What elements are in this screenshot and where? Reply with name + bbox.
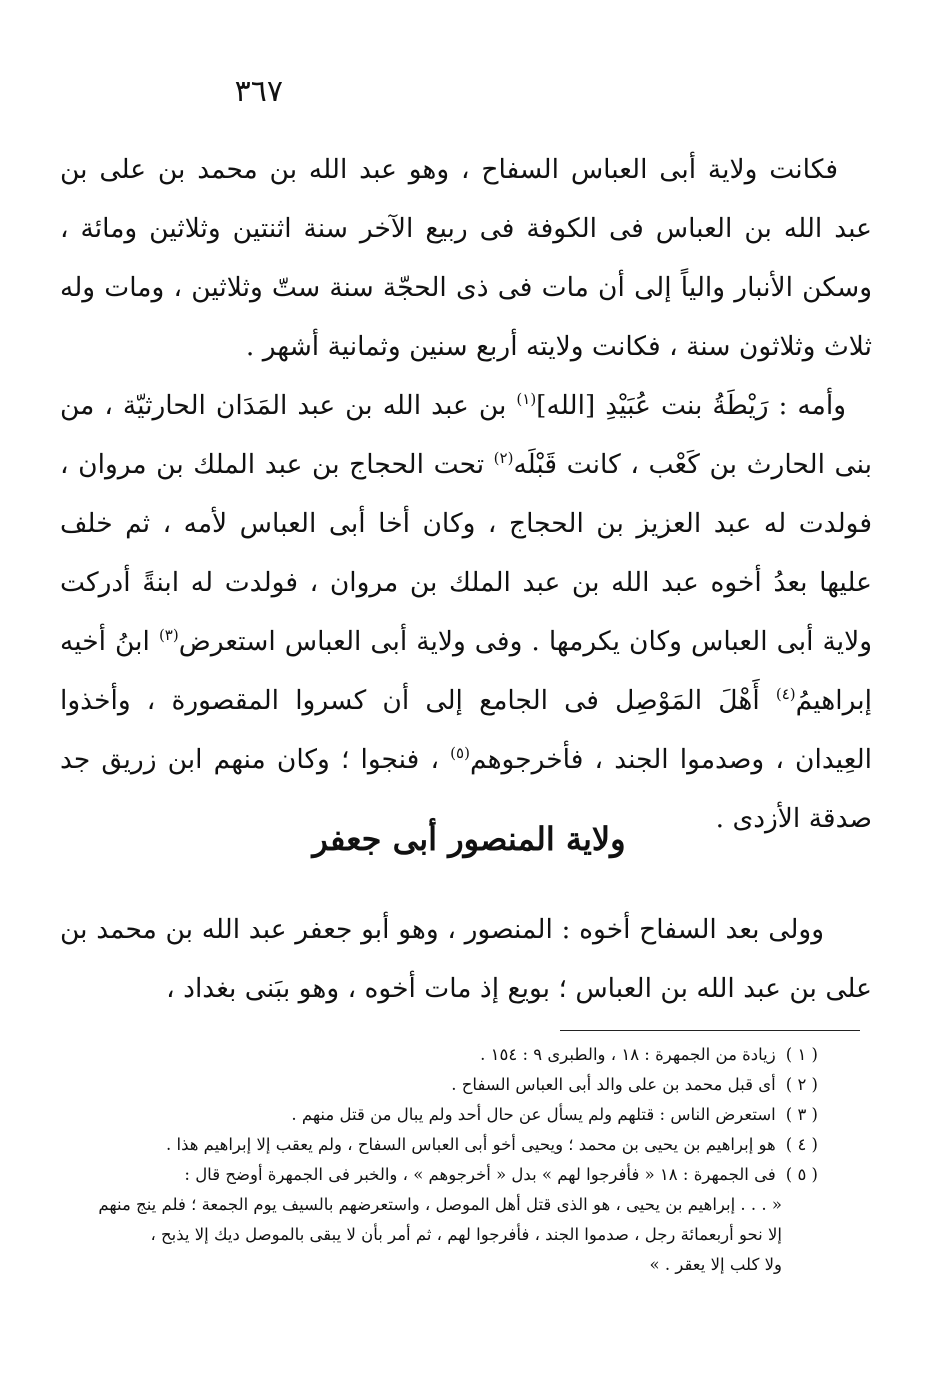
footnote-number: ( ٢ ) bbox=[785, 1075, 818, 1094]
footnotes bbox=[70, 1040, 818, 1280]
footnote-5-quote-line: إلا نحو أربعمائة رجل ، صدموا الجند ، فأفرجوا لهم ، ثم أمر بأن لا يبقى بالموصل ديك إلا يذبح ، bbox=[150, 1225, 782, 1244]
footnote-1 bbox=[70, 1040, 818, 1070]
paragraph-mother-part2: بن عبد الله بن عبد المَدَان الحارثيّة ، من بنى الحارث بن كَعْب ، كانت قَبْلَه bbox=[60, 390, 872, 480]
footnote-5-quote-line: « . . . إبراهيم بن يحيى ، هو الذى قتل أهل الموصل ، واستعرضهم بالسيف يوم الجمعة ؛ فلم ينج منهم bbox=[98, 1195, 782, 1214]
footnote-number: ( ١ ) bbox=[785, 1045, 818, 1064]
footnote-number: ( ٤ ) bbox=[785, 1135, 818, 1154]
footnote-3 bbox=[70, 1100, 818, 1130]
footnote-divider bbox=[560, 1030, 860, 1031]
paragraph-mansur: وولى بعد السفاح أخوه : المنصور ، وهو أبو جعفر عبد الله بن محمد بن على بن عبد الله بن العباس ؛ بويع إذ مات أخوه ، وهو ببَنى بغداد ، bbox=[60, 914, 872, 1004]
paragraph-mother-part4: ابنُ أخيه إبراهيمُ bbox=[60, 626, 872, 716]
paragraph-mother bbox=[60, 376, 872, 848]
section-text bbox=[60, 900, 872, 1018]
paragraph-abbas-reign: فكانت ولاية أبى العباس السفاح ، وهو عبد الله بن محمد بن على بن عبد الله بن العباس فى الكوفة فى ربيع الآخر سنة اثنتين وثلاثين ومائة ، وسكن الأنبار والياً إلى أن مات فى ذى الحجّة سنة ستّ وثلاثين ، ومات وله ثلاث وثلاثون سنة ، فكانت ولايته أربع سنين وثمانية أشهر . bbox=[60, 154, 872, 362]
footnote-ref-5[interactable]: (٥) bbox=[450, 744, 470, 763]
footnote-4 bbox=[70, 1130, 818, 1160]
footnote-text: استعرض الناس : قتلهم ولم يسأل عن حال أحد ولم يبال من قتل منهم . bbox=[291, 1105, 776, 1124]
footnote-text: أى قبل محمد بن على والد أبى العباس السفاح . bbox=[451, 1075, 776, 1094]
paragraph-mother-part6: ، فنجوا ؛ وكان منهم ابن زريق جد صدقة الأزدى . bbox=[60, 744, 872, 834]
footnote-ref-2[interactable]: (٢) bbox=[493, 449, 514, 468]
footnote-number: ( ٣ ) bbox=[785, 1105, 818, 1124]
main-text bbox=[60, 140, 872, 848]
paragraph-mother-part1: وأمه : رَيْطَةُ بنت عُبَيْدِ [الله] bbox=[536, 390, 846, 421]
footnote-number: ( ٥ ) bbox=[785, 1165, 818, 1184]
section-heading: ولاية المنصور أبى جعفر bbox=[312, 820, 626, 858]
footnote-text: زيادة من الجمهرة : ١٨ ، والطبرى ٩ : ١٥٤ . bbox=[480, 1045, 776, 1064]
footnote-ref-4[interactable]: (٤) bbox=[775, 685, 796, 704]
footnote-ref-3[interactable]: (٣) bbox=[158, 626, 179, 645]
footnote-text: هو إبراهيم بن يحيى بن محمد ؛ ويحيى أخو أبى العباس السفاح ، ولم يعقب إلا إبراهيم هذا . bbox=[166, 1135, 776, 1154]
page-number: ٣٦٧ bbox=[234, 74, 283, 109]
footnote-5 bbox=[70, 1160, 818, 1190]
footnote-text: فى الجمهرة : ١٨ « فأفرجوا لهم » بدل « أخرجوهم » ، والخبر فى الجمهرة أوضح قال : bbox=[184, 1165, 776, 1184]
footnote-2 bbox=[70, 1070, 818, 1100]
footnote-ref-1[interactable]: (١) bbox=[516, 390, 537, 409]
footnote-5-quote-line: ولا كلب إلا يعقر . » bbox=[649, 1255, 782, 1274]
paragraph-mother-part5: أَهْلَ المَوْصِل فى الجامع إلى أن كسروا المقصورة ، وأخذوا العِيدان ، وصدموا الجند ، فأخرجوهم bbox=[60, 685, 873, 775]
paragraph-mother-part3: تحت الحجاج بن عبد الملك بن مروان ، فولدت له عبد العزيز بن الحجاج ، وكان أخا أبى العباس لأمه ، ثم خلف عليها بعدُ أخوه عبد الله بن عبد الملك بن مروان ، فولدت له ابنةً أدركت ولاية أبى العباس وكان يكرمها . وفى ولاية أبى العباس استعرض bbox=[60, 449, 873, 657]
